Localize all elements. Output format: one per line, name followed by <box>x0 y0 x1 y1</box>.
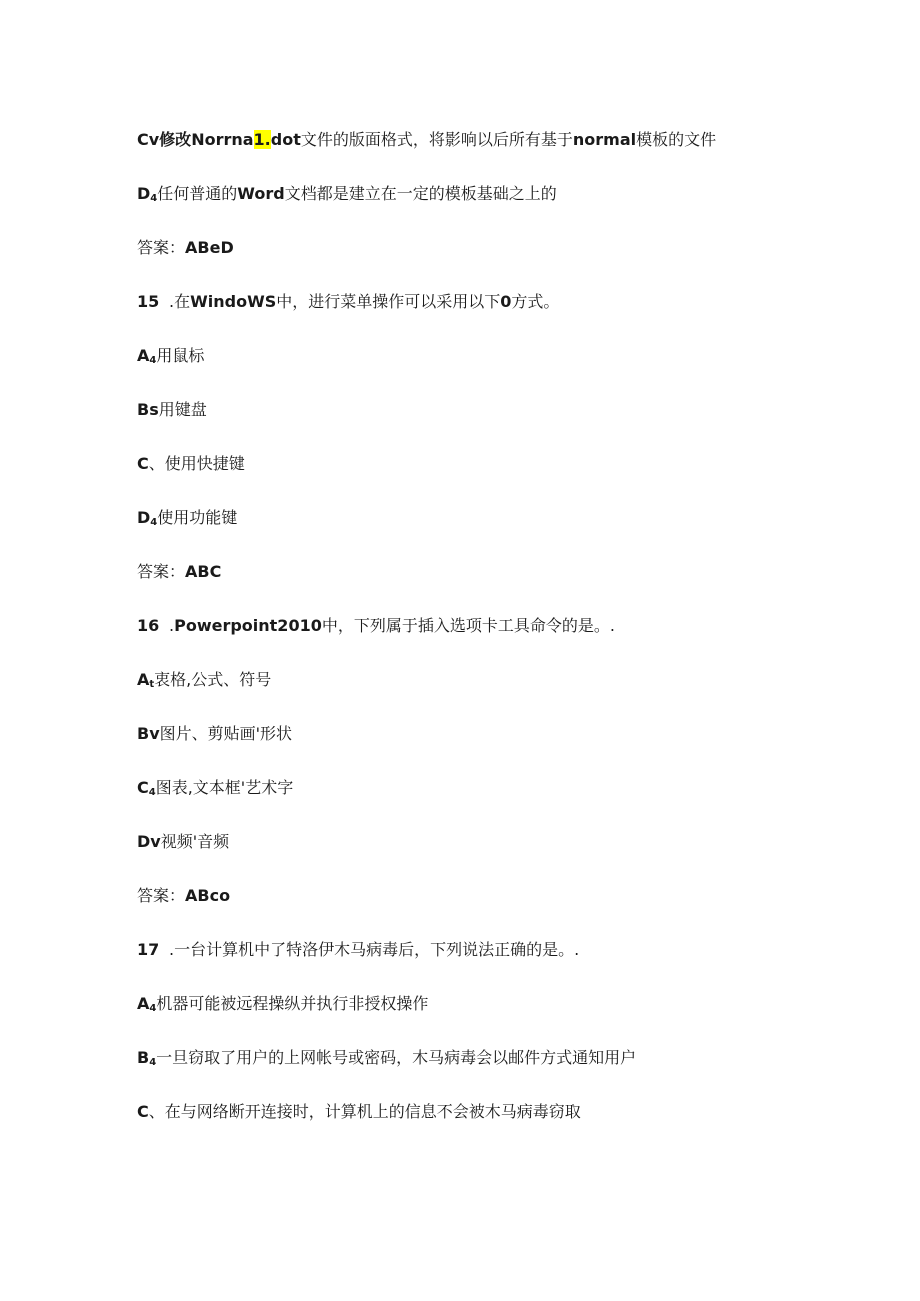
option-letter: C <box>137 778 149 797</box>
option-letter: C <box>137 1102 149 1121</box>
answer-label: 答案： <box>137 238 186 257</box>
option-letter: Dv <box>137 832 161 851</box>
option-letter: A <box>137 994 150 1013</box>
option-text: 视频'音频 <box>160 832 230 851</box>
question-number: 15 <box>137 292 160 311</box>
highlighted-text: 1. <box>253 130 271 149</box>
option-text: 用鼠标 <box>156 346 205 365</box>
option-letter: Bs <box>137 400 159 419</box>
option-b-line <box>137 1048 636 1073</box>
answer-value: ABC <box>185 562 222 581</box>
answer-line <box>137 562 221 582</box>
option-marker: t <box>149 679 155 690</box>
answer-label: 答案： <box>137 562 186 581</box>
option-letter: D <box>137 184 151 203</box>
option-c-line <box>137 1102 581 1122</box>
option-marker: 4 <box>150 517 158 528</box>
template-name: normal <box>572 130 637 149</box>
answer-label: 答案： <box>137 886 186 905</box>
option-c-text: Cv修改 <box>137 130 192 149</box>
option-text: 用键盘 <box>158 400 207 419</box>
question-text-rest: 中，下列属于插入选项卡工具命令的是。. <box>321 616 615 635</box>
option-a-line <box>137 670 271 695</box>
option-letter: D <box>137 508 151 527</box>
answer-line <box>137 238 234 258</box>
option-letter: Bv <box>137 724 160 743</box>
question-text-rest: 一台计算机中了特洛伊木马病毒后，下列说法正确的是。. <box>174 940 580 959</box>
option-c-body: 文件的版面格式，将影响以后所有基于 <box>300 130 573 149</box>
option-letter: A <box>137 346 150 365</box>
option-letter: C <box>137 454 149 473</box>
question-17 <box>137 940 579 960</box>
option-text: 机器可能被远程操纵并执行非授权操作 <box>156 994 429 1013</box>
option-bold-word: Word <box>237 184 285 203</box>
option-letter: B <box>137 1048 150 1067</box>
option-marker: 4 <box>150 193 158 204</box>
option-b-line <box>137 724 292 744</box>
option-text: 、在与网络断开连接时，计算机上的信息不会被木马病毒窃取 <box>148 1102 581 1121</box>
option-a-line <box>137 346 204 371</box>
option-a-line <box>137 994 428 1019</box>
option-text: 使用功能键 <box>157 508 238 527</box>
filename-part: Norrna <box>191 130 254 149</box>
question-text: . <box>169 940 175 959</box>
question-bold-word: Powerpoint2010 <box>174 616 322 635</box>
option-marker: 4 <box>149 1003 157 1014</box>
question-number: 16 <box>137 616 160 635</box>
option-d-line <box>137 508 237 533</box>
option-text: 衷格,公式、符号 <box>154 670 272 689</box>
option-c-line <box>137 778 293 803</box>
question-number: 17 <box>137 940 160 959</box>
option-text: 图片、剪贴画'形状 <box>159 724 293 743</box>
question-16 <box>137 616 615 636</box>
option-text: 、使用快捷键 <box>148 454 245 473</box>
option-text: 任何普通的 <box>157 184 238 203</box>
question-text-tail: 方式。 <box>511 292 560 311</box>
option-marker: 4 <box>148 787 156 798</box>
option-marker: 4 <box>149 1057 157 1068</box>
option-marker: 4 <box>149 355 157 366</box>
option-d-line <box>137 184 557 209</box>
option-text: 图表,文本框'艺术字 <box>155 778 294 797</box>
question-15 <box>137 292 559 312</box>
option-c-tail: 模板的文件 <box>636 130 717 149</box>
filename-extension: dot <box>270 130 301 149</box>
option-letter: A <box>137 670 150 689</box>
question-text: . <box>169 616 175 635</box>
answer-value: ABeD <box>185 238 234 257</box>
question-text: .在 <box>169 292 191 311</box>
answer-line <box>137 886 230 906</box>
question-blank: 0 <box>500 292 512 311</box>
answer-value: ABco <box>185 886 231 905</box>
option-d-line <box>137 832 229 852</box>
option-text: 一旦窃取了用户的上网帐号或密码，木马病毒会以邮件方式通知用户 <box>156 1048 637 1067</box>
question-text-rest: 中，进行菜单操作可以采用以下 <box>276 292 501 311</box>
option-b-line <box>137 400 207 420</box>
option-c-line <box>137 130 716 150</box>
question-bold-word: WindoWS <box>190 292 277 311</box>
option-text-rest: 文档都是建立在一定的模板基础之上的 <box>284 184 557 203</box>
option-c-line <box>137 454 245 474</box>
